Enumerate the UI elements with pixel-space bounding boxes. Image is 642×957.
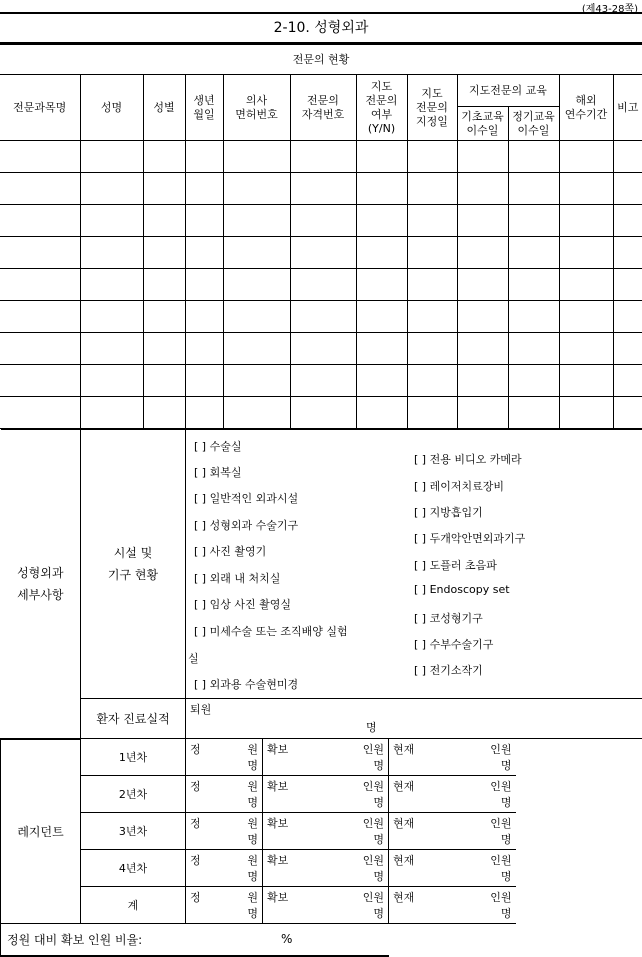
- facility-left-item[interactable]: 실: [188, 650, 199, 666]
- specialist-cell[interactable]: [80, 205, 143, 237]
- facility-left-item[interactable]: [ ] 외래 내 처치실: [194, 570, 280, 586]
- specialist-cell[interactable]: [508, 365, 559, 397]
- specialist-cell[interactable]: [356, 205, 407, 237]
- specialist-cell[interactable]: [559, 173, 613, 205]
- resident-current-label: 현재: [393, 815, 414, 831]
- specialist-cell[interactable]: [143, 397, 185, 429]
- resident-quota-label: 정: [190, 889, 201, 905]
- resident-quota-label: 정: [190, 778, 201, 794]
- specialist-cell[interactable]: [508, 269, 559, 301]
- facility-right-item[interactable]: [ ] 코성형기구: [414, 610, 483, 626]
- specialist-cell[interactable]: [457, 173, 508, 205]
- resident-quota-unit-top: 원: [247, 741, 258, 757]
- col-qual-2: 자격번호: [291, 108, 356, 122]
- specialist-cell[interactable]: [290, 173, 356, 205]
- col-overseas-2: 연수기간: [560, 108, 613, 122]
- resident-secured-unit-top: 인원: [363, 889, 384, 905]
- ratio-label: 정원 대비 확보 인원 비율:: [7, 933, 142, 947]
- specialist-cell[interactable]: [559, 237, 613, 269]
- specialist-cell[interactable]: [457, 333, 508, 365]
- specialist-cell[interactable]: [223, 365, 290, 397]
- specialist-row: [0, 301, 642, 333]
- col-birth-2: 월일: [186, 108, 223, 122]
- specialist-cell[interactable]: [80, 365, 143, 397]
- resident-secured-label: 확보: [267, 889, 288, 905]
- resident-quota-unit-bottom: 명: [247, 757, 258, 773]
- specialist-cell[interactable]: [290, 205, 356, 237]
- resident-secured-label: 확보: [267, 815, 288, 831]
- ratio-unit: %: [281, 932, 292, 946]
- resident-secured-cell[interactable]: [263, 850, 389, 887]
- resident-quota-label: 정: [190, 852, 201, 868]
- col-qual: [290, 75, 356, 141]
- specialist-cell[interactable]: [143, 141, 185, 173]
- section-title: 2-10. 성형외과: [0, 14, 642, 42]
- facility-left-item[interactable]: [ ] 수술실: [194, 438, 241, 454]
- resident-current-unit-bottom: 명: [501, 757, 512, 773]
- specialist-cell[interactable]: [613, 237, 642, 269]
- col-edu-regular-1: 정기교육: [509, 110, 559, 124]
- specialist-cell[interactable]: [143, 301, 185, 333]
- specialist-cell[interactable]: [143, 205, 185, 237]
- col-overseas: [559, 75, 613, 141]
- facility-right-item[interactable]: [ ] 수부수술기구: [414, 636, 493, 652]
- specialist-row: [0, 173, 642, 205]
- facility-left-item[interactable]: [ ] 사진 촬영기: [194, 543, 266, 559]
- page-reference: (제43-28쪽): [582, 0, 638, 15]
- facility-left-item[interactable]: [ ] 임상 사진 촬영실: [194, 596, 291, 612]
- specialist-row: [0, 397, 642, 429]
- resident-quota-unit-bottom: 명: [247, 868, 258, 884]
- specialist-cell[interactable]: [0, 397, 80, 429]
- specialist-cell[interactable]: [143, 365, 185, 397]
- specialist-cell[interactable]: [407, 173, 457, 205]
- col-supervisor-2: 전문의: [357, 94, 407, 108]
- resident-secured-cell[interactable]: [263, 739, 389, 776]
- specialist-cell[interactable]: [356, 365, 407, 397]
- specialist-cell[interactable]: [0, 269, 80, 301]
- resident-year: 4년차: [81, 850, 186, 887]
- resident-current-cell[interactable]: [389, 813, 516, 850]
- specialist-cell[interactable]: [457, 301, 508, 333]
- resident-secured-cell[interactable]: [263, 776, 389, 813]
- facility-right-item[interactable]: [ ] 레이저치료장비: [414, 478, 504, 494]
- facility-left-item[interactable]: [ ] 외과용 수술현미경: [194, 676, 298, 692]
- facility-left-item[interactable]: [ ] 일반적인 외과시설: [194, 490, 298, 506]
- specialist-row: [0, 269, 642, 301]
- resident-row: [1, 887, 642, 924]
- specialist-cell[interactable]: [356, 237, 407, 269]
- col-designation-3: 지정일: [408, 115, 457, 129]
- col-supervisor: [356, 75, 407, 141]
- specialist-cell[interactable]: [223, 205, 290, 237]
- resident-secured-unit-bottom: 명: [373, 868, 384, 884]
- resident-quota-cell[interactable]: [186, 739, 263, 776]
- col-birth: [185, 75, 223, 141]
- col-birth-1: 생년: [186, 94, 223, 108]
- specialist-cell[interactable]: [356, 301, 407, 333]
- specialist-cell[interactable]: [80, 301, 143, 333]
- resident-secured-unit-top: 인원: [363, 778, 384, 794]
- col-edu-basic: [457, 107, 508, 141]
- specialist-cell[interactable]: [223, 397, 290, 429]
- specialist-cell[interactable]: [457, 237, 508, 269]
- specialist-cell[interactable]: [613, 269, 642, 301]
- specialist-cell[interactable]: [185, 237, 223, 269]
- specialist-cell[interactable]: [457, 397, 508, 429]
- specialist-cell[interactable]: [223, 141, 290, 173]
- resident-current-label: 현재: [393, 889, 414, 905]
- specialist-cell[interactable]: [290, 333, 356, 365]
- specialist-header: 전문의 현황: [0, 45, 642, 75]
- col-name: 성명: [80, 75, 143, 141]
- specialist-cell[interactable]: [407, 397, 457, 429]
- specialist-row: [0, 141, 642, 173]
- specialist-row: [0, 205, 642, 237]
- specialist-cell[interactable]: [290, 237, 356, 269]
- specialist-cell[interactable]: [407, 269, 457, 301]
- col-edu-basic-1: 기초교육: [458, 110, 508, 124]
- col-supervisor-1: 지도: [357, 80, 407, 94]
- col-edu-basic-2: 이수일: [458, 124, 508, 138]
- col-license-1: 의사: [224, 94, 290, 108]
- specialist-cell[interactable]: [223, 333, 290, 365]
- specialist-cell[interactable]: [80, 269, 143, 301]
- resident-quota-unit-top: 원: [247, 815, 258, 831]
- col-gender: 성별: [143, 75, 185, 141]
- specialist-cell[interactable]: [559, 301, 613, 333]
- col-edu-regular-2: 이수일: [509, 124, 559, 138]
- facility-right-item[interactable]: [ ] 두개악안면외과기구: [414, 530, 525, 546]
- resident-year: 계: [81, 887, 186, 924]
- specialist-cell[interactable]: [185, 301, 223, 333]
- col-license-2: 면허번호: [224, 108, 290, 122]
- resident-year: 3년차: [81, 813, 186, 850]
- specialist-table: [0, 44, 642, 429]
- specialist-cell[interactable]: [80, 333, 143, 365]
- detail-group-label: [1, 429, 81, 739]
- specialist-cell[interactable]: [143, 173, 185, 205]
- resident-current-unit-bottom: 명: [501, 794, 512, 810]
- resident-quota-cell[interactable]: [186, 813, 263, 850]
- resident-quota-label: 정: [190, 815, 201, 831]
- specialist-cell[interactable]: [290, 397, 356, 429]
- specialist-cell[interactable]: [407, 365, 457, 397]
- resident-row: [1, 850, 642, 887]
- resident-secured-label: 확보: [267, 741, 288, 757]
- specialist-cell[interactable]: [0, 173, 80, 205]
- specialist-cell[interactable]: [356, 173, 407, 205]
- resident-row: [1, 739, 642, 776]
- specialist-cell[interactable]: [185, 141, 223, 173]
- specialist-cell[interactable]: [290, 141, 356, 173]
- specialist-cell[interactable]: [457, 269, 508, 301]
- specialist-cell[interactable]: [457, 205, 508, 237]
- specialist-cell[interactable]: [559, 269, 613, 301]
- facility-right-item[interactable]: [ ] Endoscopy set: [414, 583, 510, 596]
- specialist-cell[interactable]: [457, 365, 508, 397]
- specialist-row: [0, 237, 642, 269]
- specialist-cell[interactable]: [613, 301, 642, 333]
- specialist-cell[interactable]: [80, 237, 143, 269]
- resident-quota-unit-bottom: 명: [247, 794, 258, 810]
- specialist-cell[interactable]: [185, 397, 223, 429]
- specialist-cell[interactable]: [508, 205, 559, 237]
- specialist-cell[interactable]: [407, 141, 457, 173]
- col-designation-1: 지도: [408, 87, 457, 101]
- resident-current-label: 현재: [393, 778, 414, 794]
- resident-secured-unit-bottom: 명: [373, 757, 384, 773]
- resident-secured-unit-top: 인원: [363, 852, 384, 868]
- specialist-cell[interactable]: [143, 269, 185, 301]
- specialist-cell[interactable]: [613, 365, 642, 397]
- specialist-cell[interactable]: [0, 301, 80, 333]
- resident-secured-unit-top: 인원: [363, 741, 384, 757]
- col-overseas-1: 해외: [560, 94, 613, 108]
- resident-quota-unit-bottom: 명: [247, 905, 258, 921]
- specialist-row: [0, 365, 642, 397]
- specialist-cell[interactable]: [223, 269, 290, 301]
- resident-quota-cell[interactable]: [186, 850, 263, 887]
- col-dept: 전문과목명: [0, 75, 80, 141]
- specialist-cell[interactable]: [407, 301, 457, 333]
- resident-current-unit-bottom: 명: [501, 868, 512, 884]
- specialist-cell[interactable]: [0, 333, 80, 365]
- resident-current-label: 현재: [393, 741, 414, 757]
- resident-current-unit-top: 인원: [490, 741, 511, 757]
- specialist-cell[interactable]: [223, 173, 290, 205]
- specialist-cell[interactable]: [80, 173, 143, 205]
- specialist-cell[interactable]: [559, 333, 613, 365]
- col-designation: [407, 75, 457, 141]
- specialist-cell[interactable]: [457, 141, 508, 173]
- specialist-cell[interactable]: [0, 141, 80, 173]
- patient-unit: 명: [366, 719, 377, 735]
- detail-group-label-2: 세부사항: [1, 584, 81, 606]
- specialist-cell[interactable]: [407, 333, 457, 365]
- specialist-cell[interactable]: [290, 301, 356, 333]
- resident-row: [1, 776, 642, 813]
- specialist-cell[interactable]: [356, 141, 407, 173]
- resident-secured-label: 확보: [267, 852, 288, 868]
- resident-current-unit-bottom: 명: [501, 831, 512, 847]
- facility-list: [186, 429, 642, 699]
- specialist-cell[interactable]: [407, 205, 457, 237]
- resident-current-cell[interactable]: [389, 776, 516, 813]
- resident-quota-unit-top: 원: [247, 852, 258, 868]
- patient-label: 환자 진료실적: [81, 699, 186, 739]
- resident-year: 1년차: [81, 739, 186, 776]
- resident-secured-cell[interactable]: [263, 813, 389, 850]
- specialist-cell[interactable]: [407, 237, 457, 269]
- resident-current-unit-bottom: 명: [501, 905, 512, 921]
- specialist-cell[interactable]: [559, 365, 613, 397]
- resident-quota-cell[interactable]: [186, 776, 263, 813]
- facility-label: [81, 429, 186, 699]
- col-supervisor-4: (Y/N): [357, 122, 407, 136]
- specialist-cell[interactable]: [290, 365, 356, 397]
- resident-secured-unit-top: 인원: [363, 815, 384, 831]
- resident-current-unit-top: 인원: [490, 778, 511, 794]
- resident-row: [1, 813, 642, 850]
- facility-left-item[interactable]: [ ] 성형외과 수술기구: [194, 517, 298, 533]
- patient-cell: [186, 699, 642, 739]
- resident-current-unit-top: 인원: [490, 852, 511, 868]
- specialist-cell[interactable]: [80, 397, 143, 429]
- specialist-cell[interactable]: [0, 205, 80, 237]
- specialist-cell[interactable]: [143, 237, 185, 269]
- specialist-cell[interactable]: [613, 397, 642, 429]
- resident-current-cell[interactable]: [389, 739, 516, 776]
- facility-right-item[interactable]: [ ] 도플러 초음파: [414, 557, 497, 573]
- resident-quota-cell[interactable]: [186, 887, 263, 924]
- facility-left-item[interactable]: [ ] 미세수술 또는 조직배양 실험: [194, 623, 348, 639]
- specialist-cell[interactable]: [185, 173, 223, 205]
- resident-quota-unit-bottom: 명: [247, 831, 258, 847]
- specialist-cell[interactable]: [0, 237, 80, 269]
- resident-secured-cell[interactable]: [263, 887, 389, 924]
- resident-label: 레지던트: [1, 739, 81, 924]
- resident-secured-label: 확보: [267, 778, 288, 794]
- resident-current-cell[interactable]: [389, 850, 516, 887]
- specialist-cell[interactable]: [559, 205, 613, 237]
- col-license: [223, 75, 290, 141]
- specialist-cell[interactable]: [0, 365, 80, 397]
- resident-current-cell[interactable]: [389, 887, 516, 924]
- specialist-cell[interactable]: [559, 141, 613, 173]
- resident-quota-label: 정: [190, 741, 201, 757]
- facility-label-1: 시설 및: [81, 542, 185, 564]
- resident-current-unit-top: 인원: [490, 815, 511, 831]
- specialist-cell[interactable]: [80, 141, 143, 173]
- col-designation-2: 전문의: [408, 101, 457, 115]
- specialist-cell[interactable]: [356, 397, 407, 429]
- specialist-cell[interactable]: [185, 269, 223, 301]
- specialist-cell[interactable]: [613, 333, 642, 365]
- col-edu-group: 지도전문의 교육: [457, 75, 559, 107]
- specialist-rows: [0, 141, 642, 429]
- specialist-cell[interactable]: [185, 205, 223, 237]
- resident-quota-unit-top: 원: [247, 778, 258, 794]
- resident-current-label: 현재: [393, 852, 414, 868]
- col-supervisor-3: 여부: [357, 108, 407, 122]
- ratio-cell: [1, 924, 389, 956]
- specialist-cell[interactable]: [508, 333, 559, 365]
- resident-secured-unit-bottom: 명: [373, 905, 384, 921]
- specialist-cell[interactable]: [508, 173, 559, 205]
- facility-left-item[interactable]: [ ] 회복실: [194, 464, 241, 480]
- specialist-cell[interactable]: [613, 205, 642, 237]
- specialist-cell[interactable]: [559, 397, 613, 429]
- specialist-cell[interactable]: [508, 141, 559, 173]
- patient-value: 퇴원: [190, 701, 211, 717]
- resident-quota-unit-top: 원: [247, 889, 258, 905]
- facility-right-item[interactable]: [ ] 전기소작기: [414, 662, 483, 678]
- specialist-cell[interactable]: [185, 333, 223, 365]
- specialist-cell[interactable]: [290, 269, 356, 301]
- facility-right-item[interactable]: [ ] 지방흡입기: [414, 504, 483, 520]
- resident-year: 2년차: [81, 776, 186, 813]
- col-qual-1: 전문의: [291, 94, 356, 108]
- specialist-cell[interactable]: [143, 333, 185, 365]
- specialist-cell[interactable]: [508, 301, 559, 333]
- facility-right-item[interactable]: [ ] 전용 비디오 카메라: [414, 451, 522, 467]
- specialist-cell[interactable]: [356, 269, 407, 301]
- resident-secured-unit-bottom: 명: [373, 794, 384, 810]
- detail-table: [0, 428, 642, 957]
- resident-current-unit-top: 인원: [490, 889, 511, 905]
- specialist-row: [0, 333, 642, 365]
- specialist-cell[interactable]: [613, 141, 642, 173]
- specialist-cell[interactable]: [613, 173, 642, 205]
- col-edu-regular: [508, 107, 559, 141]
- specialist-cell[interactable]: [356, 333, 407, 365]
- resident-secured-unit-bottom: 명: [373, 831, 384, 847]
- specialist-cell[interactable]: [508, 397, 559, 429]
- facility-label-2: 기구 현황: [81, 564, 185, 586]
- detail-group-label-1: 성형외과: [1, 562, 81, 584]
- specialist-cell[interactable]: [223, 301, 290, 333]
- col-remark: 비고: [613, 75, 642, 141]
- specialist-cell[interactable]: [508, 237, 559, 269]
- specialist-cell[interactable]: [185, 365, 223, 397]
- specialist-cell[interactable]: [223, 237, 290, 269]
